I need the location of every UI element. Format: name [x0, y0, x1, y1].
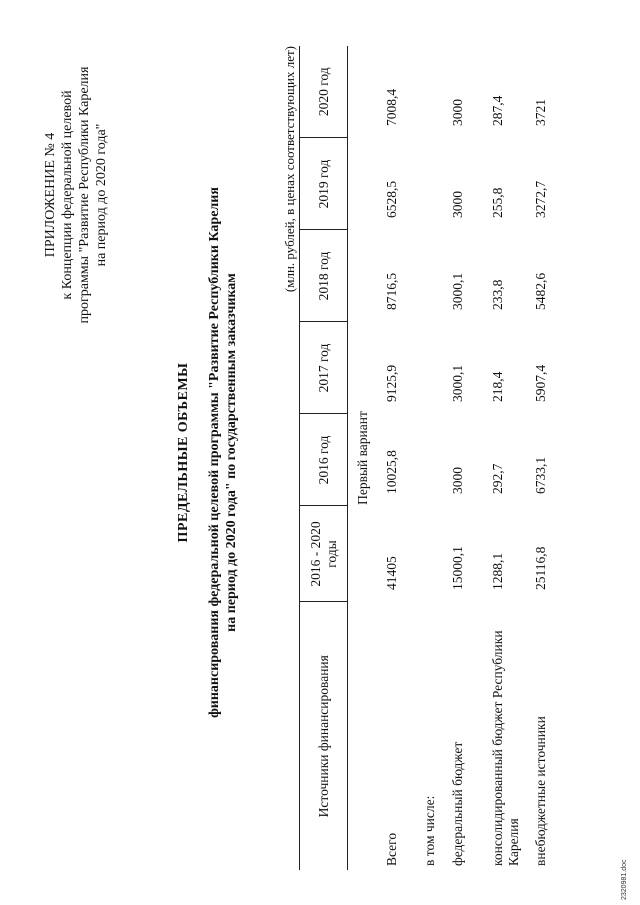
table-cell: 5907,4	[533, 364, 548, 402]
table-cell: 9125,9	[384, 364, 399, 402]
table-cell: 41405	[384, 556, 399, 590]
table-cell: 3000	[450, 191, 465, 218]
table-cell: 15000,1	[450, 546, 465, 590]
row-label: в том числе:	[422, 795, 437, 866]
table-row	[422, 46, 450, 870]
table-cell: 287,4	[490, 95, 505, 126]
document-id: 2320981.doc	[621, 859, 628, 900]
table-row	[384, 46, 422, 870]
table-cell: 1288,1	[490, 552, 505, 590]
table-cell: 3000	[450, 467, 465, 494]
column-header: 2019 год	[300, 138, 348, 230]
table-cell: 5482,6	[533, 272, 548, 310]
row-label: внебюджетные источники	[533, 716, 548, 866]
variant-label: Первый вариант	[355, 411, 370, 505]
column-header: 2017 год	[300, 322, 348, 414]
table-row	[533, 46, 561, 870]
table-cell: 6733,1	[533, 456, 548, 494]
table-cell: 233,8	[490, 279, 505, 310]
column-header: 2020 год	[300, 46, 348, 138]
column-header: 2016 - 2020 годы	[300, 506, 348, 602]
row-label: консолидированный бюджет Республики Карелия	[490, 630, 521, 866]
title-line: на период до 2020 года" по государственным заказчикам	[224, 273, 239, 632]
table-cell: 3000,1	[450, 272, 465, 310]
appendix-line: на период до 2020 года"	[94, 123, 109, 267]
appendix-heading	[42, 50, 110, 340]
table-cell: 7008,4	[384, 88, 399, 126]
column-header: 2016 год	[300, 414, 348, 506]
row-label: Всего	[384, 832, 399, 866]
table-cell: 3000,1	[450, 364, 465, 402]
appendix-line: программы "Развитие Республики Карелия	[77, 66, 92, 324]
table-cell: 292,7	[490, 463, 505, 494]
table-cell: 255,8	[490, 187, 505, 218]
units-note: (млн. рублей, в ценах соответствующих лет)	[282, 46, 297, 293]
title-line: финансирования федеральной целевой программы "Развитие Республики Карелия	[207, 187, 222, 718]
row-label: федеральный бюджет	[450, 741, 465, 866]
column-header: 2018 год	[300, 230, 348, 322]
table-cell: 3000	[450, 99, 465, 126]
table-row	[490, 46, 533, 870]
document-title	[175, 0, 240, 905]
table-cell: 6528,5	[384, 180, 399, 218]
appendix-number: ПРИЛОЖЕНИЕ № 4	[43, 132, 58, 258]
table-cell: 25116,8	[533, 546, 548, 590]
column-header: Источники финансирования	[300, 602, 348, 870]
appendix-line: к Концепции федеральной целевой	[60, 90, 75, 300]
variant-row	[348, 46, 385, 870]
table-header-row	[300, 46, 348, 870]
table-row	[450, 46, 490, 870]
financing-table	[299, 46, 561, 870]
title-main: ПРЕДЕЛЬНЫЕ ОБЪЕМЫ	[176, 362, 191, 543]
table-cell: 3721	[533, 99, 548, 126]
table-cell: 218,4	[490, 371, 505, 402]
table-cell: 10025,8	[384, 450, 399, 494]
table-cell: 3272,7	[533, 180, 548, 218]
table-cell: 8716,5	[384, 272, 399, 310]
